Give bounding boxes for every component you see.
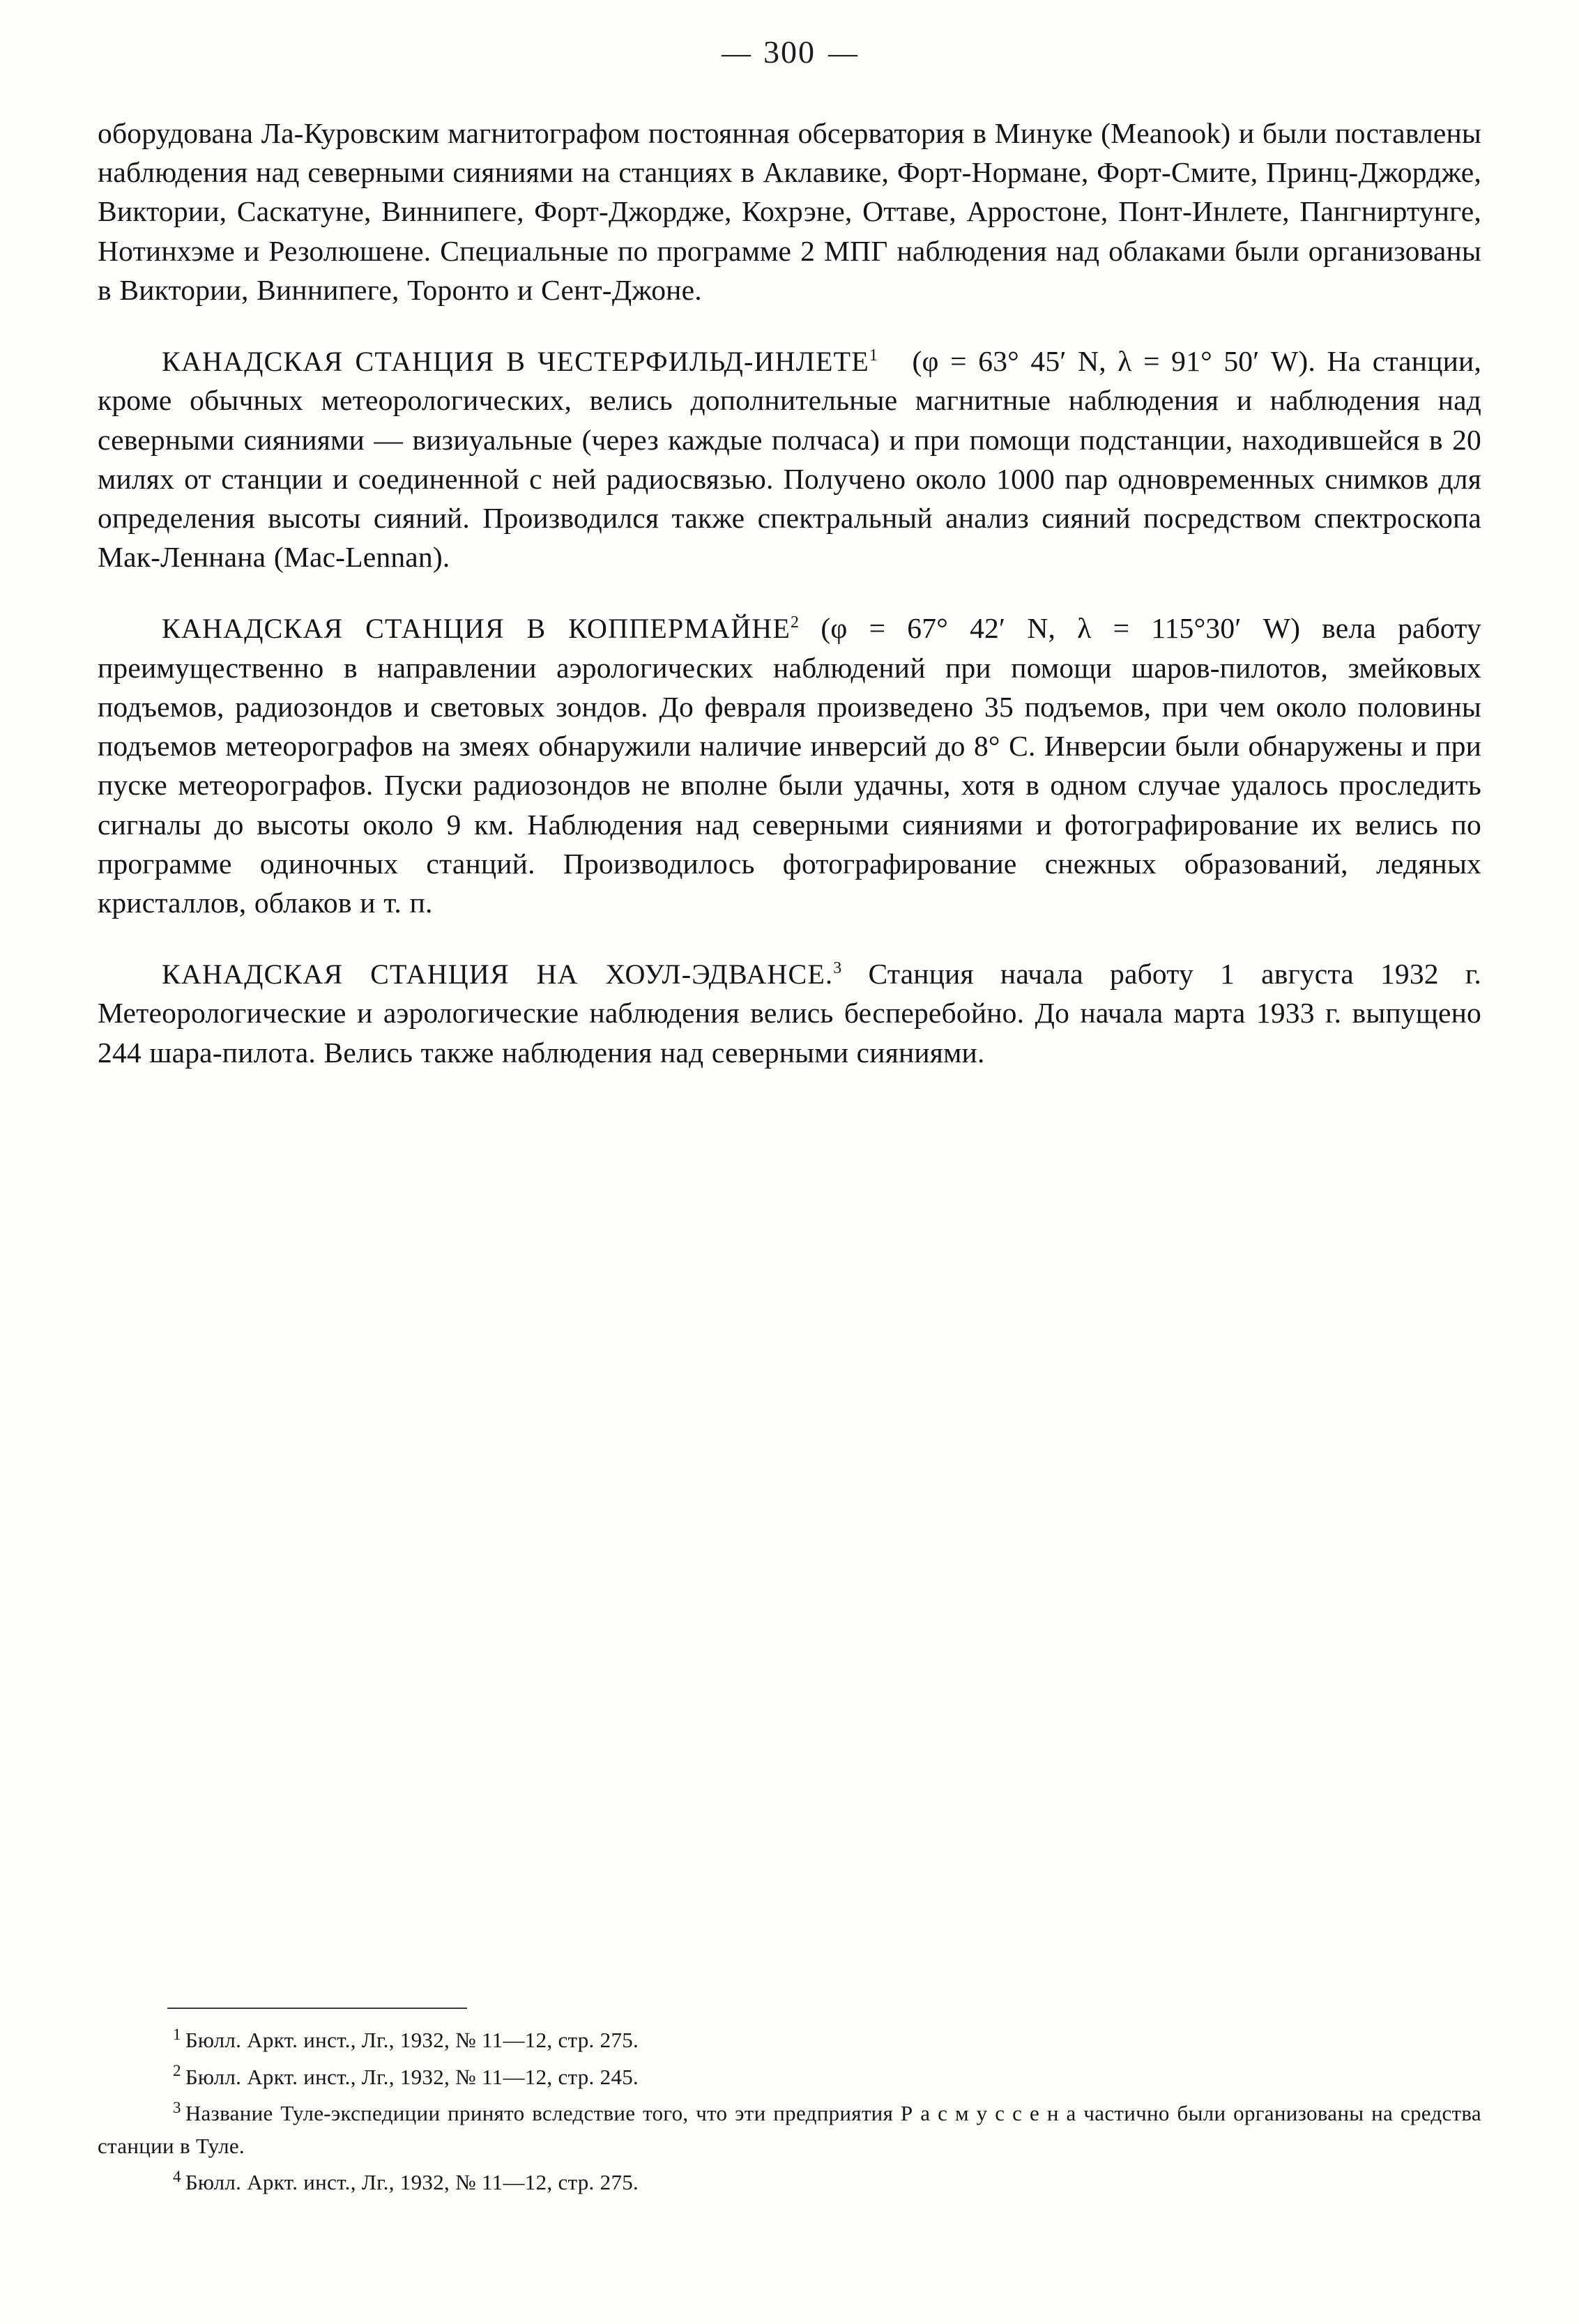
page-number: 300 xyxy=(763,34,816,70)
footnote-text-1: Бюлл. Аркт. инст., Лг., 1932, № 11—12, стр. 275. xyxy=(185,2028,639,2052)
footnote-marker-1: 1 xyxy=(173,2025,181,2043)
paragraph-coppermine xyxy=(98,609,1481,922)
paragraph-hole-advance xyxy=(98,954,1481,1072)
footnote-item-4 xyxy=(98,2166,1481,2199)
footnote-ref-2: 2 xyxy=(791,613,800,632)
page-number-dash-right: — xyxy=(828,38,857,70)
footnote-marker-4: 4 xyxy=(173,2167,181,2185)
page-number-dash-left: — xyxy=(722,38,751,70)
paragraph-coppermine-text: (φ = 67° 42′ N, λ = 115°30′ W) вела работу преимущественно в направлении аэрологических наблюдений при помощи шаров-пилотов, змейковых подъемов, радиозондов и световых зондов. До февраля произведено 35 подъемов, при чем около половины подъемов метеорографов на змеях обнаружили наличие инверсий до 8° С. Инверсии были обнаружены и при пуске метеорографов. Пуски радиозондов не вполне были удачны, хотя в одном случае удалось проследить сигналы до высоты около 9 км. Наблюдения над северными сияниями и фотографирование их велись по программе одиночных станций. Производилось фотографирование снежных образований, ледяных кристаллов, облаков и т. п. xyxy=(98,612,1482,919)
footnote-text-4: Бюлл. Аркт. инст., Лг., 1932, № 11—12, стр. 275. xyxy=(185,2170,639,2194)
station-heading-chesterfield: КАНАДСКАЯ СТАНЦИЯ В ЧЕСТЕРФИЛЬД-ИНЛЕТЕ xyxy=(162,346,869,378)
footnote-ref-3: 3 xyxy=(833,959,842,978)
paragraph-intro: оборудована Ла-Куровским магнитографом постоянная обсерватория в Минуке (Meanook) и были поставлены наблюдения над северными сияниями на станциях в Аклавике, Форт-Нормане, Форт-Смите, Принц-Джордже, Виктории, Саскатуне, Виннипеге, Форт-Джордже, Кохрэне, Оттаве, Арростоне, Понт-Инлете, Пангниртунге, Нотинхэме и Резолюшене. Специальные по программе 2 МПГ наблюдения над облаками были организованы в Виктории, Виннипеге, Торонто и Сент-Джоне. xyxy=(98,117,1481,306)
footnote-marker-2: 2 xyxy=(173,2062,181,2080)
footnote-ref-1: 1 xyxy=(869,346,878,365)
station-heading-hole-advance: КАНАДСКАЯ СТАНЦИЯ НА ХОУЛ-ЭДВАНСЕ. xyxy=(162,958,834,991)
document-body xyxy=(98,70,1481,1072)
footnote-item-1 xyxy=(98,2024,1481,2057)
paragraph-chesterfield xyxy=(98,342,1481,576)
paragraph-chesterfield-text: (φ = 63° 45′ N, λ = 91° 50′ W). На станции, кроме обычных метеорологических, велись дополнительные магнитные наблюдения и наблюдения над северными сияниями — визиуальные (через каждые полчаса) и при помощи подстанции, находившейся в 20 милях от станции и соединенной с ней радиосвязью. Получено около 1000 пар одновременных снимков для определения высоты сияний. Производился также спектральный анализ сияний посредством спектроскопа Мак-Леннана (Mac-Lennan). xyxy=(98,345,1481,574)
footnote-separator-rule xyxy=(167,2008,467,2009)
footnote-item-2 xyxy=(98,2061,1481,2094)
footnote-text-2: Бюлл. Аркт. инст., Лг., 1932, № 11—12, стр. 245. xyxy=(185,2064,639,2089)
page-header xyxy=(0,0,1579,70)
footnotes-section xyxy=(98,2008,1481,2203)
footnote-marker-3: 3 xyxy=(173,2098,181,2116)
footnote-text-3: Название Туле-экспедиции принято вследствие того, что эти предприятия Р а с м у с с е н а частично были организованы на средства станции в Туле. xyxy=(98,2101,1481,2158)
footnote-item-3 xyxy=(98,2097,1481,2162)
station-heading-coppermine: КАНАДСКАЯ СТАНЦИЯ В КОППЕРМАЙНЕ xyxy=(162,613,791,645)
paragraph-hole-advance-text: Станция начала работу 1 августа 1932 г. Метеорологические и аэрологические наблюдения велись бесперебойно. До начала марта 1933 г. выпущено 244 шара-пилота. Велись также наблюдения над северными сияниями. xyxy=(98,958,1481,1069)
